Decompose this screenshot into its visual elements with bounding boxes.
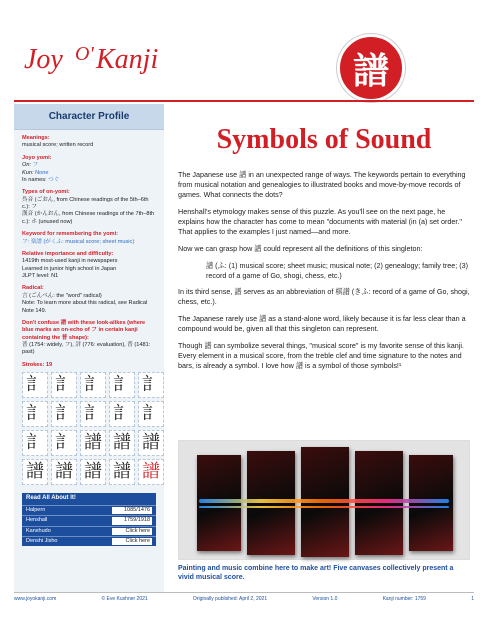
name-yomi: つぐ xyxy=(48,176,60,183)
resource-row xyxy=(22,526,156,536)
resource-value: 1759/1918 xyxy=(112,517,152,524)
resource-name: Henshall xyxy=(26,517,48,524)
importance-line-2: Learned in junior high school in Japan xyxy=(22,265,117,272)
stroke-step: 譜 xyxy=(80,459,106,485)
color-wave xyxy=(199,506,449,508)
stroke-step: 訁 xyxy=(80,372,106,398)
stroke-step: 訁 xyxy=(80,401,106,427)
radical-section xyxy=(22,285,156,315)
confuse-section xyxy=(22,320,156,357)
importance-section xyxy=(22,251,156,281)
importance-line-3: JLPT level: N1 xyxy=(22,273,59,279)
footer-divider xyxy=(14,592,474,593)
stroke-step: 譜 xyxy=(138,430,164,456)
canvas-panel xyxy=(355,451,403,555)
stroke-step: 訁 xyxy=(109,372,135,398)
sidebar-title: Character Profile xyxy=(14,104,164,130)
stroke-step: 訁 xyxy=(22,401,48,427)
radical-label: Radical: xyxy=(22,285,44,292)
keyword-text: フ: 楽譜 (がくふ: musical score; sheet music) xyxy=(22,238,135,245)
meanings-section xyxy=(22,135,156,150)
logo-joy: Joy xyxy=(24,44,63,75)
types-section xyxy=(22,189,156,226)
meanings-text: musical score; written record xyxy=(22,142,94,149)
definition: 譜 (ふ: (1) musical score; sheet music; musical note; (2) genealogy; family tree; (3) record of a game of Go, shogi, chess, etc.) xyxy=(206,260,469,280)
confuse-label: Don't confuse 譜 with these look-alikes (where blue marks an on-echo of フ in certain kanji containing the 普 shape): xyxy=(22,319,146,341)
resource-row xyxy=(22,505,156,515)
canvas-panel xyxy=(247,451,295,555)
footer-page: 1 xyxy=(471,596,474,602)
paragraph: Henshall's etymology makes sense of this puzzle. As you'll see on the next page, he explains how the character has come to mean "documents with material (in (a) set order." That applies to the examples I just named—and more. xyxy=(178,206,462,236)
stroke-step: 譜 xyxy=(109,430,135,456)
kun-yomi: None xyxy=(35,169,49,176)
kanji-badge: 譜 xyxy=(337,34,405,102)
joyo-yomi-section xyxy=(22,155,156,185)
joyo-yomi-label: Joyo yomi: xyxy=(22,154,52,161)
stroke-step-final: 譜 xyxy=(138,459,164,485)
types-line-2: 漢音 (かんおん, from Chinese readings of the 7th–8th c.): ホ (unused now) xyxy=(22,211,155,225)
paragraph: Now we can grasp how 譜 could represent all the definitions of this singleton: xyxy=(178,243,423,253)
logo-o: O' xyxy=(75,43,94,65)
resource-name: Halpern xyxy=(26,507,46,514)
main-article xyxy=(178,104,470,378)
keyword-section xyxy=(22,231,156,246)
stroke-step: 訁 xyxy=(51,401,77,427)
musical-canvases-image xyxy=(178,440,470,560)
paragraph: The Japanese rarely use 譜 as a stand-alone word, likely because it is far less clear than a compound would be, given all that this singleton can represent. xyxy=(178,314,466,334)
importance-line-1: 1419th most-used kanji in newspapers xyxy=(22,258,118,265)
stroke-step: 譜 xyxy=(51,459,77,485)
radical-note: Note: To learn more about this radical, see Radical Note 149. xyxy=(22,300,148,314)
paragraph: The Japanese use 譜 in an unexpected range of ways. The keywords pertain to everything from musical notation and genealogies to illustrated books and move-by-move records of games. What connects the dots? xyxy=(178,170,466,199)
stroke-step: 訁 xyxy=(22,430,48,456)
stroke-step: 譜 xyxy=(80,430,106,456)
paragraph: Though 譜 can symbolize several things, "musical score" is my favorite sense of this kanji. Every element in a musical score, from the treble clef and time signature to the notes and bars, is already a symbol. I love how 譜 is a symbol of those symbols!¹ xyxy=(178,341,464,371)
stroke-step: 訁 xyxy=(109,401,135,427)
footer-kanji-number: Kanji number: 1759 xyxy=(382,596,426,602)
canvas-panel xyxy=(409,455,453,551)
importance-label: Relative importance and difficulty: xyxy=(22,250,114,257)
header-divider xyxy=(14,100,474,102)
logo-kanji: Kanji xyxy=(96,44,159,75)
resource-value: 1085/1476 xyxy=(112,507,152,514)
names-prefix: In names: xyxy=(22,176,47,183)
footer-version: Version 1.0 xyxy=(312,596,338,602)
stroke-step: 訁 xyxy=(138,401,164,427)
types-label: Types of on-yomi: xyxy=(22,189,70,196)
footer-published: Originally published: April 2, 2021 xyxy=(192,596,268,602)
image-caption: Painting and music combine here to make art! Five canvases collectively present a vivid musical score. xyxy=(178,565,454,581)
resources-box xyxy=(22,493,156,546)
meanings-label: Meanings: xyxy=(22,135,50,141)
paragraph: In its third sense, 譜 serves as an abbreviation of 棋譜 (きふ: record of a game of Go, shogi, chess, etc.). xyxy=(178,287,470,307)
kanshudo-link[interactable]: Click here xyxy=(112,528,152,535)
stroke-order-grid xyxy=(22,372,160,485)
footer xyxy=(14,596,474,602)
resources-title: Read All About It! xyxy=(22,493,156,505)
strokes-section xyxy=(22,361,160,485)
footer-copyright: © Eve Kushner 2021 xyxy=(101,596,148,602)
resource-row xyxy=(22,536,156,546)
denshi-jisho-link[interactable]: Click here xyxy=(112,538,152,545)
footer-site[interactable]: www.joyokanji.com xyxy=(14,596,57,602)
on-prefix: On: xyxy=(22,162,32,169)
stroke-step: 訁 xyxy=(51,430,77,456)
radical-text: 言 (ごんべん: the "word" radical) xyxy=(22,292,102,299)
on-yomi: フ xyxy=(32,162,39,169)
kun-prefix: Kun: xyxy=(22,169,34,176)
stroke-step: 譜 xyxy=(109,459,135,485)
types-line-1: 呉音 (ごおん, from Chinese readings of the 5th–6th c.): フ xyxy=(22,196,149,210)
stroke-step: 訁 xyxy=(22,372,48,398)
canvas-panel xyxy=(197,455,241,551)
page-title: Symbols of Sound xyxy=(216,124,432,155)
character-profile-sidebar xyxy=(14,104,164,592)
stroke-step: 訁 xyxy=(138,372,164,398)
keyword-label: Keyword for remembering the yomi: xyxy=(22,231,119,238)
confuse-text: 普 (1754: widely, フ), 評 (776: evaluation), 普 (1481: past) xyxy=(22,342,151,356)
stroke-step: 訁 xyxy=(51,372,77,398)
stroke-step: 譜 xyxy=(22,459,48,485)
resource-row xyxy=(22,515,156,525)
site-logo xyxy=(20,24,170,84)
resource-name: Kanshudo xyxy=(26,527,51,534)
strokes-label: Strokes: 19 xyxy=(22,361,53,368)
color-wave xyxy=(199,499,449,503)
resource-name: Denshi Jisho xyxy=(26,537,58,544)
